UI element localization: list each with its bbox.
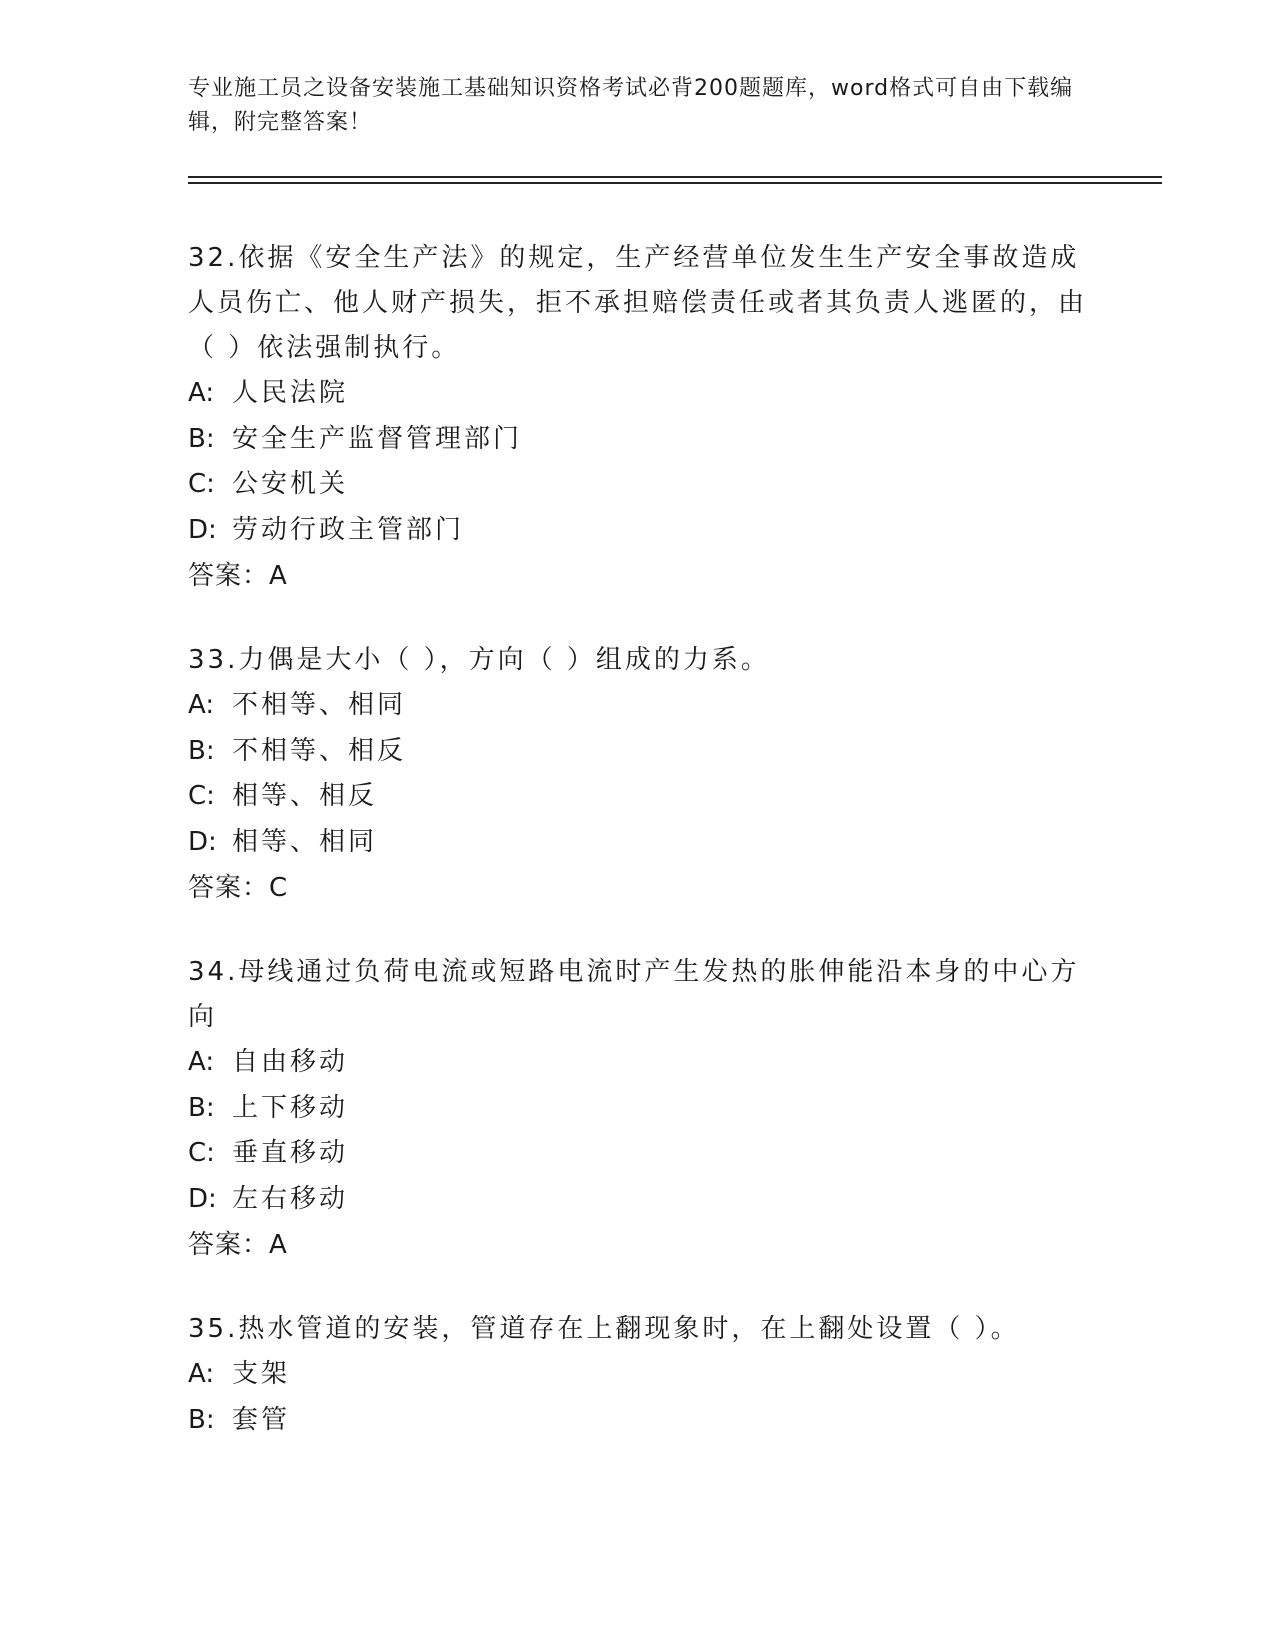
option-d xyxy=(188,508,1088,554)
option-c xyxy=(188,1131,1088,1177)
option-text: 上下移动 xyxy=(232,1092,349,1123)
question-35 xyxy=(188,1307,1088,1443)
option-c xyxy=(188,462,1088,508)
question-32 xyxy=(188,236,1088,599)
option-label: B: xyxy=(188,423,215,454)
option-text: 套管 xyxy=(232,1404,291,1435)
header-rule-bottom xyxy=(188,182,1162,184)
option-d xyxy=(188,820,1088,866)
option-label: A: xyxy=(188,1359,215,1389)
option-d xyxy=(188,1177,1088,1223)
option-label: D: xyxy=(188,514,217,545)
option-text: 人民法院 xyxy=(232,378,349,408)
answer-line: 答案：A xyxy=(188,1230,288,1260)
option-text: 不相等、相同 xyxy=(232,690,407,720)
header-rule-top xyxy=(188,176,1162,178)
option-a xyxy=(188,1352,1088,1398)
document-header: 专业施工员之设备安装施工基础知识资格考试必背200题题库，word格式可自由下载编辑，附完整答案！ xyxy=(188,76,1074,135)
option-label: A: xyxy=(188,1047,215,1077)
option-label: B: xyxy=(188,1404,215,1435)
option-text: 公安机关 xyxy=(232,469,349,499)
option-label: C: xyxy=(188,781,215,811)
option-label: B: xyxy=(188,735,215,766)
option-text: 垂直移动 xyxy=(232,1138,349,1168)
answer-line: 答案：A xyxy=(188,561,288,591)
option-text: 不相等、相反 xyxy=(232,735,407,766)
question-33 xyxy=(188,638,1088,911)
question-text: 34.母线通过负荷电流或短路电流时产生发热的胀伸能沿本身的中心方向 xyxy=(188,957,1080,1032)
option-text: 相等、相反 xyxy=(232,781,378,811)
option-a xyxy=(188,683,1088,729)
option-text: 劳动行政主管部门 xyxy=(232,514,465,545)
option-c xyxy=(188,774,1088,820)
option-text: 自由移动 xyxy=(232,1047,349,1077)
option-label: D: xyxy=(188,1183,217,1214)
question-34 xyxy=(188,950,1088,1268)
option-label: A: xyxy=(188,378,215,408)
question-text: 33.力偶是大小（ ），方向（ ）组成的力系。 xyxy=(188,645,770,675)
question-text: 35.热水管道的安装，管道存在上翻现象时，在上翻处设置（ ）。 xyxy=(188,1314,1020,1344)
option-label: B: xyxy=(188,1092,215,1123)
option-text: 支架 xyxy=(232,1359,291,1389)
option-label: C: xyxy=(188,469,215,499)
option-b xyxy=(188,417,1088,463)
option-text: 安全生产监督管理部门 xyxy=(232,423,523,454)
question-list xyxy=(188,236,1088,1482)
option-text: 左右移动 xyxy=(232,1183,349,1214)
question-text: 32.依据《安全生产法》的规定，生产经营单位发生生产安全事故造成人员伤亡、他人财产损失，拒不承担赔偿责任或者其负责人逃匿的，由（ ）依法强制执行。 xyxy=(188,243,1088,363)
option-label: A: xyxy=(188,690,215,720)
option-label: D: xyxy=(188,826,217,857)
option-text: 相等、相同 xyxy=(232,826,378,857)
option-a xyxy=(188,371,1088,417)
option-b xyxy=(188,729,1088,775)
option-b xyxy=(188,1086,1088,1132)
option-label: C: xyxy=(188,1138,215,1168)
option-b xyxy=(188,1398,1088,1444)
option-a xyxy=(188,1040,1088,1086)
answer-line: 答案：C xyxy=(188,873,289,903)
